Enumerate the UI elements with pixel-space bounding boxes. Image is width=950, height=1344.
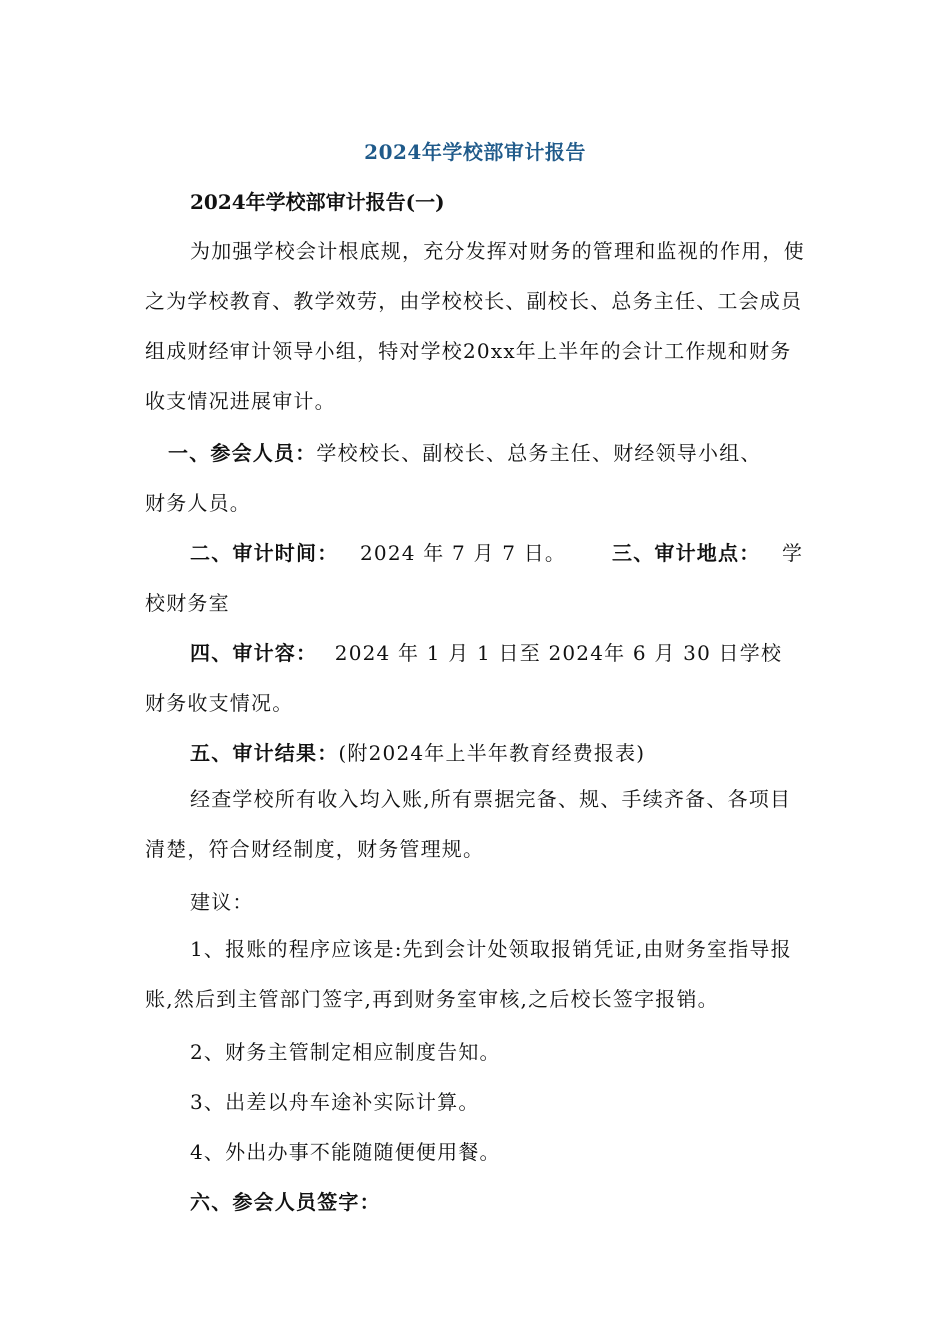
finding-paragraph: 经查学校所有收入均入账,所有票据完备、规、手续齐备、各项目清楚，符合财经制度，财务管理规。 <box>145 787 792 861</box>
section-2-text: 2024 年 7 月 7 日。 <box>359 541 567 565</box>
section-5 <box>190 737 645 766</box>
section-6-label: 六、参会人员签字： <box>190 1190 381 1214</box>
section-1-text: 学校校长、副校长、总务主任、财经领导小组、 <box>316 441 762 465</box>
suggestion-item-3: 3、出差以舟车途补实际计算。 <box>190 1090 480 1114</box>
section-5-label: 五、审计结果： <box>190 741 339 765</box>
section-5-text: (附2024年上半年教育经费报表) <box>338 741 646 765</box>
section-1-label: 一、参会人员： <box>168 441 317 465</box>
suggestion-label: 建议： <box>190 890 254 914</box>
suggestion-item-2: 2、财务主管制定相应制度告知。 <box>190 1040 501 1064</box>
section-4 <box>190 637 782 666</box>
section-4-continuation: 财务收支情况。 <box>145 691 294 715</box>
section-4-label: 四、审计容： <box>190 641 318 665</box>
section-3-continuation: 校财务室 <box>145 591 230 615</box>
suggestion-item-4: 4、外出办事不能随随便便用餐。 <box>190 1140 501 1164</box>
section-2-label: 二、审计时间： <box>190 541 339 565</box>
suggestion-item-1: 1、报账的程序应该是:先到会计处领取报销凭证,由财务室指导报账,然后到主管部门签字,再到财务室审核,之后校长签字报销。 <box>145 937 792 1011</box>
section-3 <box>612 537 803 566</box>
section-1-continuation: 财务人员。 <box>145 491 251 515</box>
document-subtitle: 2024年学校部审计报告(一) <box>190 190 445 214</box>
section-4-text: 2024 年 1 月 1 日至 2024年 6 月 30 日学校 <box>334 641 783 665</box>
intro-paragraph: 为加强学校会计根底规，充分发挥对财务的管理和监视的作用，使之为学校教育、教学效劳，由学校校长、副校长、总务主任、工会成员组成财经审计领导小组，特对学校20xx年上半年的会计工作规和财务收支情况进展审计。 <box>145 239 805 413</box>
document-title: 2024年学校部审计报告 <box>364 140 586 164</box>
section-1 <box>168 437 762 466</box>
section-2 <box>190 537 566 566</box>
section-3-text: 学 <box>781 541 804 565</box>
section-3-label: 三、审计地点： <box>612 541 761 565</box>
